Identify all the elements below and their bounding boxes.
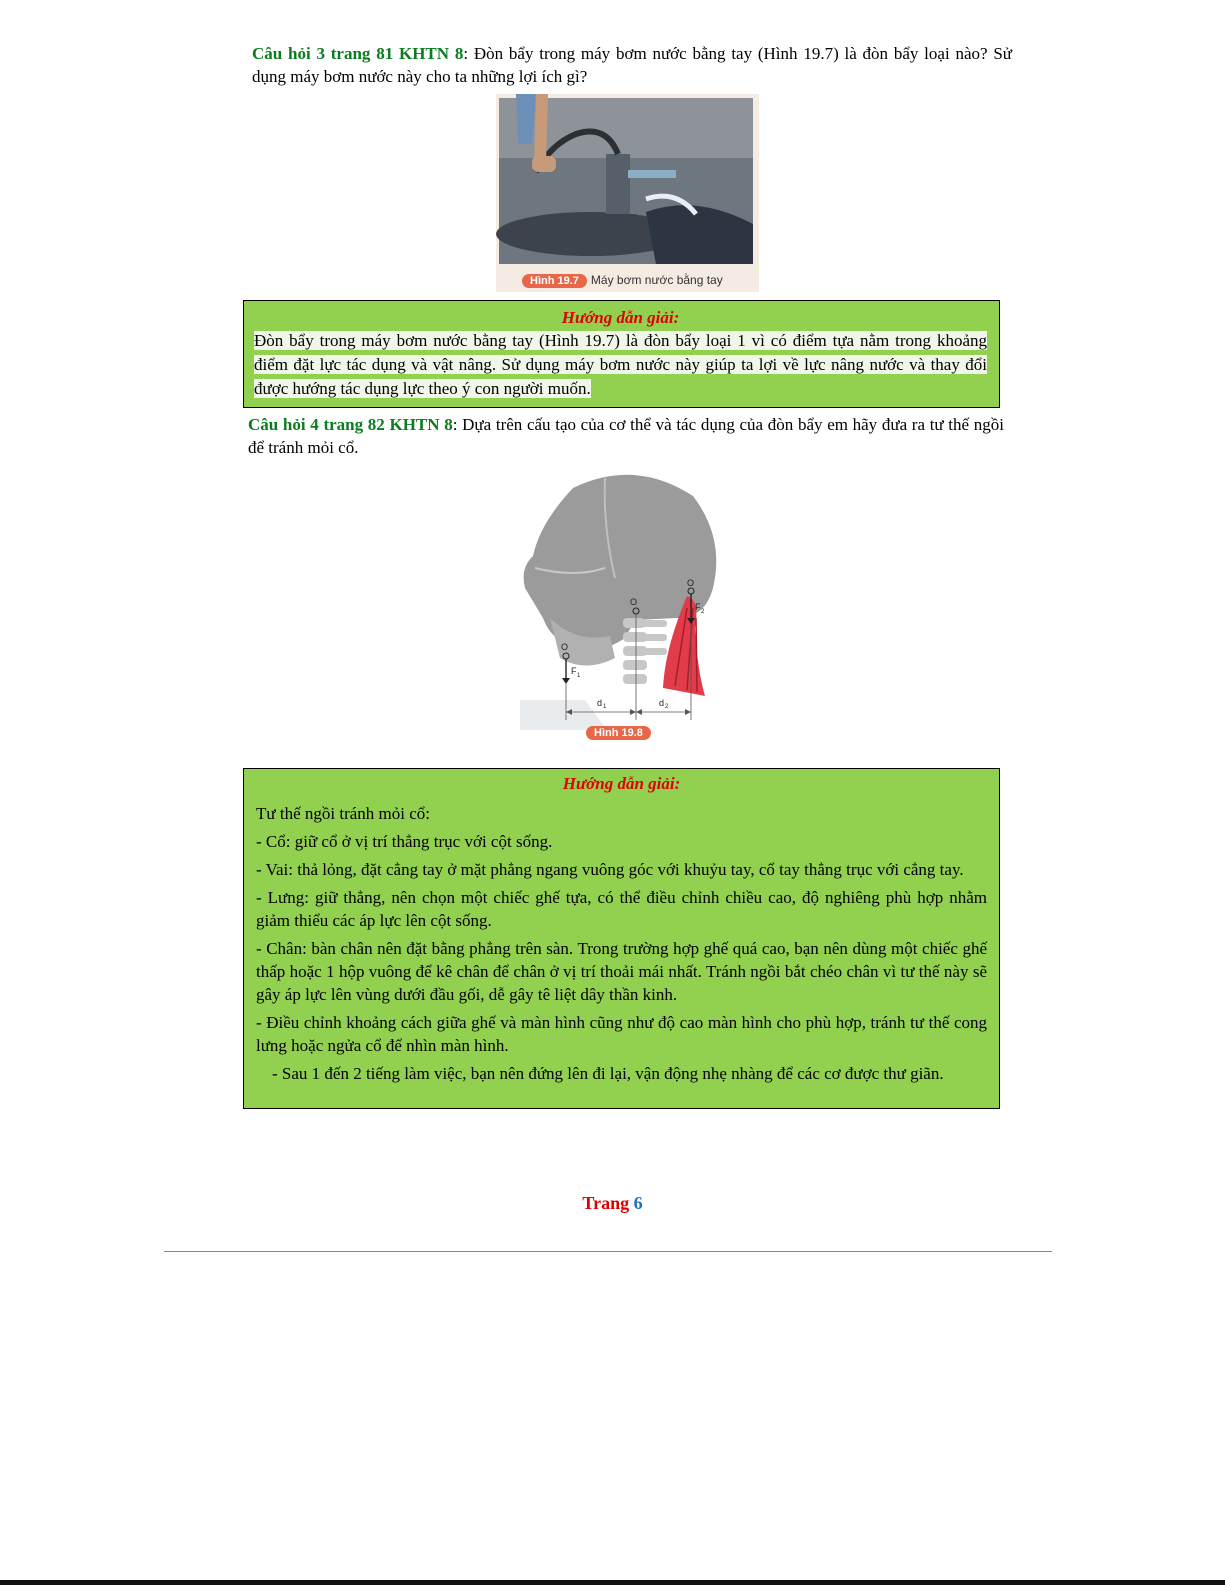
page-number (0, 1193, 1225, 1214)
answer-box-2 (243, 768, 1000, 1109)
answer-1-title: Hướng dẫn giải: (561, 308, 680, 327)
figure-19-7-caption (522, 271, 723, 289)
question-3-text: : Đòn bẩy trong máy bơm nước bằng tay (Hình 19.7) là đòn bẩy loại nào? Sử dụng máy bơm nước này cho ta những lợi ích gì? (252, 44, 1012, 86)
pivot-o1-label: O (561, 642, 569, 652)
hand-pump-illustration (496, 94, 759, 266)
figure-19-8-caption (586, 723, 651, 741)
pivot-o-label: O (630, 597, 638, 607)
answer-1-text (254, 329, 987, 401)
figure-19-7 (496, 94, 759, 292)
pivot-o2-label: O (687, 578, 695, 588)
figure-19-7-label: Hình 19.7 (522, 274, 587, 288)
answer-2-neck: - Cổ: giữ cổ ở vị trí thẳng trục với cột sống. (256, 832, 553, 851)
distance-d1-label: d (597, 698, 603, 708)
distance-d2-subscript: 2 (665, 704, 669, 710)
question-3 (252, 42, 1012, 88)
answer-2-intro: Tư thế ngồi tránh mỏi cổ: (256, 804, 430, 823)
distance-d2-label: d (659, 698, 665, 708)
page-number-value: 6 (633, 1193, 643, 1213)
answer-2-screen: - Điều chỉnh khoảng cách giữa ghế và màn hình cũng như độ cao màn hình cho phù hợp, tránh tư thế cong lưng hoặc ngửa cổ để nhìn màn hình. (256, 1013, 987, 1055)
force-f2-subscript: 2 (701, 609, 705, 615)
page-bottom-edge (0, 1580, 1225, 1585)
figure-19-8 (515, 468, 740, 748)
force-f1-subscript: 1 (577, 673, 581, 679)
question-3-label: Câu hỏi 3 trang 81 KHTN 8 (252, 44, 464, 63)
answer-2-title: Hướng dẫn giải: (562, 774, 681, 793)
answer-1-highlighted-text: Đòn bẩy trong máy bơm nước bằng tay (Hình 19.7) là đòn bẩy loại 1 vì có điểm tựa nằm trong khoảng điểm đặt lực tác dụng và vật nâng. Sử dụng máy bơm nước này giúp ta lợi về lực nâng nước và thay đổi được hướng tác dụng lực theo ý con người muốn. (254, 331, 987, 398)
question-4 (248, 413, 1004, 459)
force-f1-label: F (571, 666, 577, 676)
answer-box-1 (243, 300, 1000, 408)
figure-19-7-caption-text: Máy bơm nước bằng tay (590, 273, 723, 287)
answer-2-legs: - Chân: bàn chân nên đặt bằng phẳng trên sàn. Trong trường hợp ghế quá cao, bạn nên dùng một chiếc ghế thấp hoặc 1 hộp vuông để kê chân để chân ở vị trí thoải mái nhất. Tránh ngồi bắt chéo chân vì tư thế này sẽ gây áp lực lên vùng dưới đầu gối, dễ gây tê liệt dây thần kinh. (256, 939, 987, 1004)
question-4-text: : Dựa trên cấu tạo của cơ thể và tác dụng của đòn bẩy em hãy đưa ra tư thế ngồi để tránh mỏi cổ. (248, 415, 1004, 457)
skull-lever-diagram (515, 468, 740, 748)
footer-divider (164, 1251, 1052, 1252)
question-4-label: Câu hỏi 4 trang 82 KHTN 8 (248, 415, 453, 434)
answer-2-back: - Lưng: giữ thẳng, nên chọn một chiếc ghế tựa, có thể điều chỉnh chiều cao, độ nghiêng phù hợp nhằm giảm thiểu các áp lực lên cột sống. (256, 888, 987, 930)
figure-19-8-label: Hình 19.8 (586, 726, 651, 740)
answer-2-break: - Sau 1 đến 2 tiếng làm việc, bạn nên đứng lên đi lại, vận động nhẹ nhàng để các cơ được thư giãn. (272, 1064, 944, 1083)
page-word: Trang (582, 1193, 630, 1213)
distance-d1-subscript: 1 (603, 704, 607, 710)
answer-2-shoulders: - Vai: thả lỏng, đặt cẳng tay ở mặt phẳng ngang vuông góc với khuỷu tay, cổ tay thẳng trục với cẳng tay. (256, 860, 964, 879)
force-f2-label: F (695, 602, 701, 612)
